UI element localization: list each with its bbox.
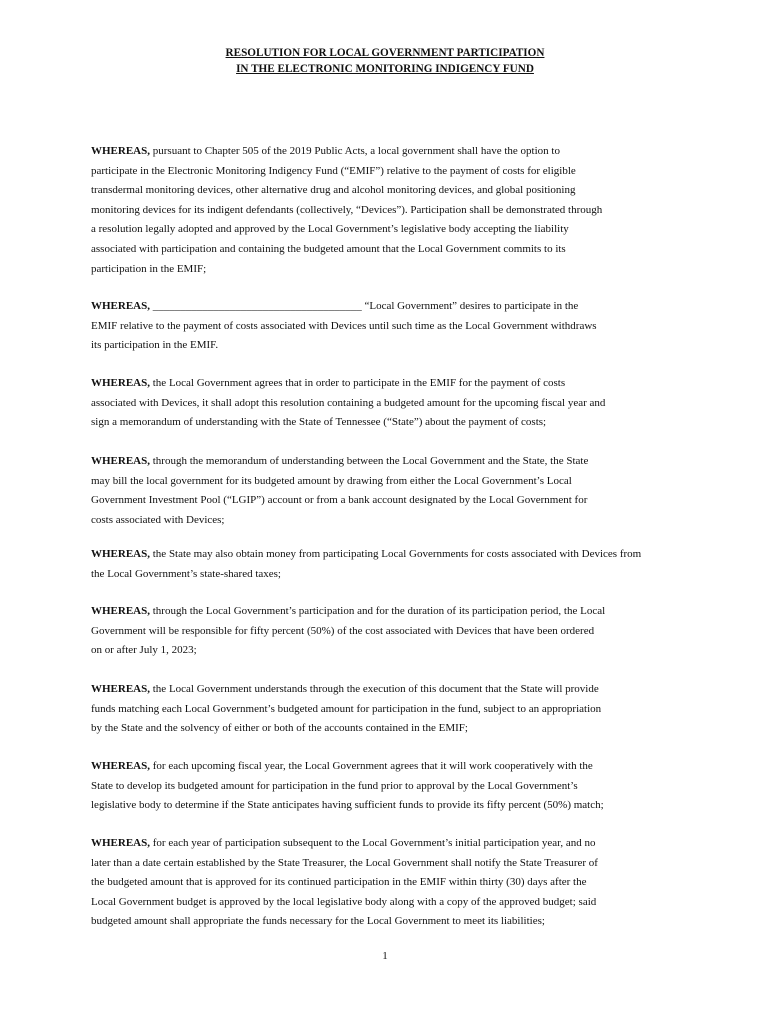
whereas-paragraph-8 — [91, 757, 604, 816]
paragraph-line — [91, 297, 597, 317]
paragraph-line — [91, 545, 641, 565]
paragraph-line: transdermal monitoring devices, other alternative drug and alcohol monitoring devices, and global positioning — [91, 184, 576, 197]
paragraph-line — [91, 602, 605, 622]
paragraph-line — [91, 757, 604, 777]
whereas-paragraph-6 — [91, 602, 605, 661]
line-text: through the memorandum of understanding between the Local Government and the State, the State — [150, 455, 589, 467]
paragraph-line: Government Investment Pool (“LGIP”) account or from a bank account designated by the Local Government for — [91, 494, 588, 507]
paragraph-line: the Local Government’s state-shared taxes; — [91, 567, 281, 580]
paragraph-line: its participation in the EMIF. — [91, 339, 219, 352]
paragraph-line — [91, 680, 601, 700]
whereas-lead: WHEREAS, — [91, 377, 150, 389]
paragraph-line — [91, 374, 605, 394]
whereas-paragraph-7 — [91, 680, 601, 739]
whereas-paragraph-9 — [91, 834, 598, 932]
line-text: for each year of participation subsequent to the Local Government’s initial participation year, and no — [150, 837, 596, 849]
line-text: the Local Government understands through the execution of this document that the State will provide — [150, 683, 599, 695]
paragraph-line — [91, 452, 588, 472]
paragraph-line: Local Government budget is approved by the local legislative body along with a copy of the approved budget; said — [91, 895, 597, 908]
paragraph-line: budgeted amount shall appropriate the funds necessary for the Local Government to meet its liabilities; — [91, 915, 545, 928]
whereas-lead: WHEREAS, — [91, 683, 150, 695]
paragraph-line: participation in the EMIF; — [91, 262, 207, 275]
whereas-paragraph-5 — [91, 545, 641, 584]
paragraph-line: monitoring devices for its indigent defendants (collectively, “Devices”). Participation shall be demonstrated through — [91, 203, 603, 216]
whereas-paragraph-3 — [91, 374, 605, 433]
paragraph-line: participate in the Electronic Monitoring Indigency Fund (“EMIF”) relative to the payment of costs for eligible — [91, 164, 576, 177]
page-number: 1 — [382, 950, 388, 962]
whereas-lead: WHEREAS, — [91, 145, 150, 157]
line-text: the Local Government agrees that in order to participate in the EMIF for the payment of costs — [150, 377, 566, 389]
whereas-paragraph-1 — [91, 142, 602, 279]
paragraph-line: the budgeted amount that is approved for its continued participation in the EMIF within thirty (30) days after the — [91, 876, 587, 889]
paragraph-line: by the State and the solvency of either or both of the accounts contained in the EMIF; — [91, 722, 468, 735]
line-text: ______________________________________ “Local Government” desires to participate in the — [150, 300, 579, 312]
whereas-lead: WHEREAS, — [91, 605, 150, 617]
whereas-paragraph-2 — [91, 297, 597, 356]
paragraph-line: later than a date certain established by the State Treasurer, the Local Government shall notify the State Treasurer of — [91, 856, 598, 869]
line-text: pursuant to Chapter 505 of the 2019 Public Acts, a local government shall have the option to — [150, 145, 560, 157]
paragraph-line — [91, 142, 602, 162]
paragraph-line: associated with participation and containing the budgeted amount that the Local Government commits to its — [91, 242, 566, 255]
title-line-1: RESOLUTION FOR LOCAL GOVERNMENT PARTICIPATION — [225, 47, 545, 59]
paragraph-line: costs associated with Devices; — [91, 513, 225, 526]
whereas-paragraph-4 — [91, 452, 588, 530]
line-text: for each upcoming fiscal year, the Local Government agrees that it will work cooperatively with the — [150, 760, 593, 772]
paragraph-line: EMIF relative to the payment of costs associated with Devices until such time as the Local Government withdraws — [91, 319, 597, 332]
whereas-lead: WHEREAS, — [91, 455, 150, 467]
paragraph-line — [91, 834, 598, 854]
paragraph-line: funds matching each Local Government’s budgeted amount for participation in the fund, subject to an appropriation — [91, 702, 602, 715]
paragraph-line: on or after July 1, 2023; — [91, 644, 197, 657]
whereas-lead: WHEREAS, — [91, 300, 150, 312]
paragraph-line: sign a memorandum of understanding with the State of Tennessee (“State”) about the payment of costs; — [91, 416, 547, 429]
document-title — [0, 46, 770, 77]
paragraph-line: State to develop its budgeted amount for participation in the fund prior to approval by the Local Government’s — [91, 779, 578, 792]
paragraph-line: a resolution legally adopted and approved by the Local Government’s legislative body accepting the liability — [91, 223, 569, 236]
line-text: the State may also obtain money from participating Local Governments for costs associated with Devices from — [150, 548, 642, 560]
whereas-lead: WHEREAS, — [91, 760, 150, 772]
paragraph-line: Government will be responsible for fifty percent (50%) of the cost associated with Devices that have been ordered — [91, 624, 595, 637]
paragraph-line: may bill the local government for its budgeted amount by drawing from either the Local Government’s Local — [91, 474, 572, 487]
whereas-lead: WHEREAS, — [91, 548, 150, 560]
line-text: through the Local Government’s participation and for the duration of its participation period, the Local — [150, 605, 606, 617]
paragraph-line: legislative body to determine if the State anticipates having sufficient funds to provide its fifty percent (50%) match; — [91, 799, 604, 812]
paragraph-line: associated with Devices, it shall adopt this resolution containing a budgeted amount for the upcoming fiscal year and — [91, 396, 606, 409]
whereas-lead: WHEREAS, — [91, 837, 150, 849]
title-line-2: IN THE ELECTRONIC MONITORING INDIGENCY FUND — [236, 62, 534, 75]
